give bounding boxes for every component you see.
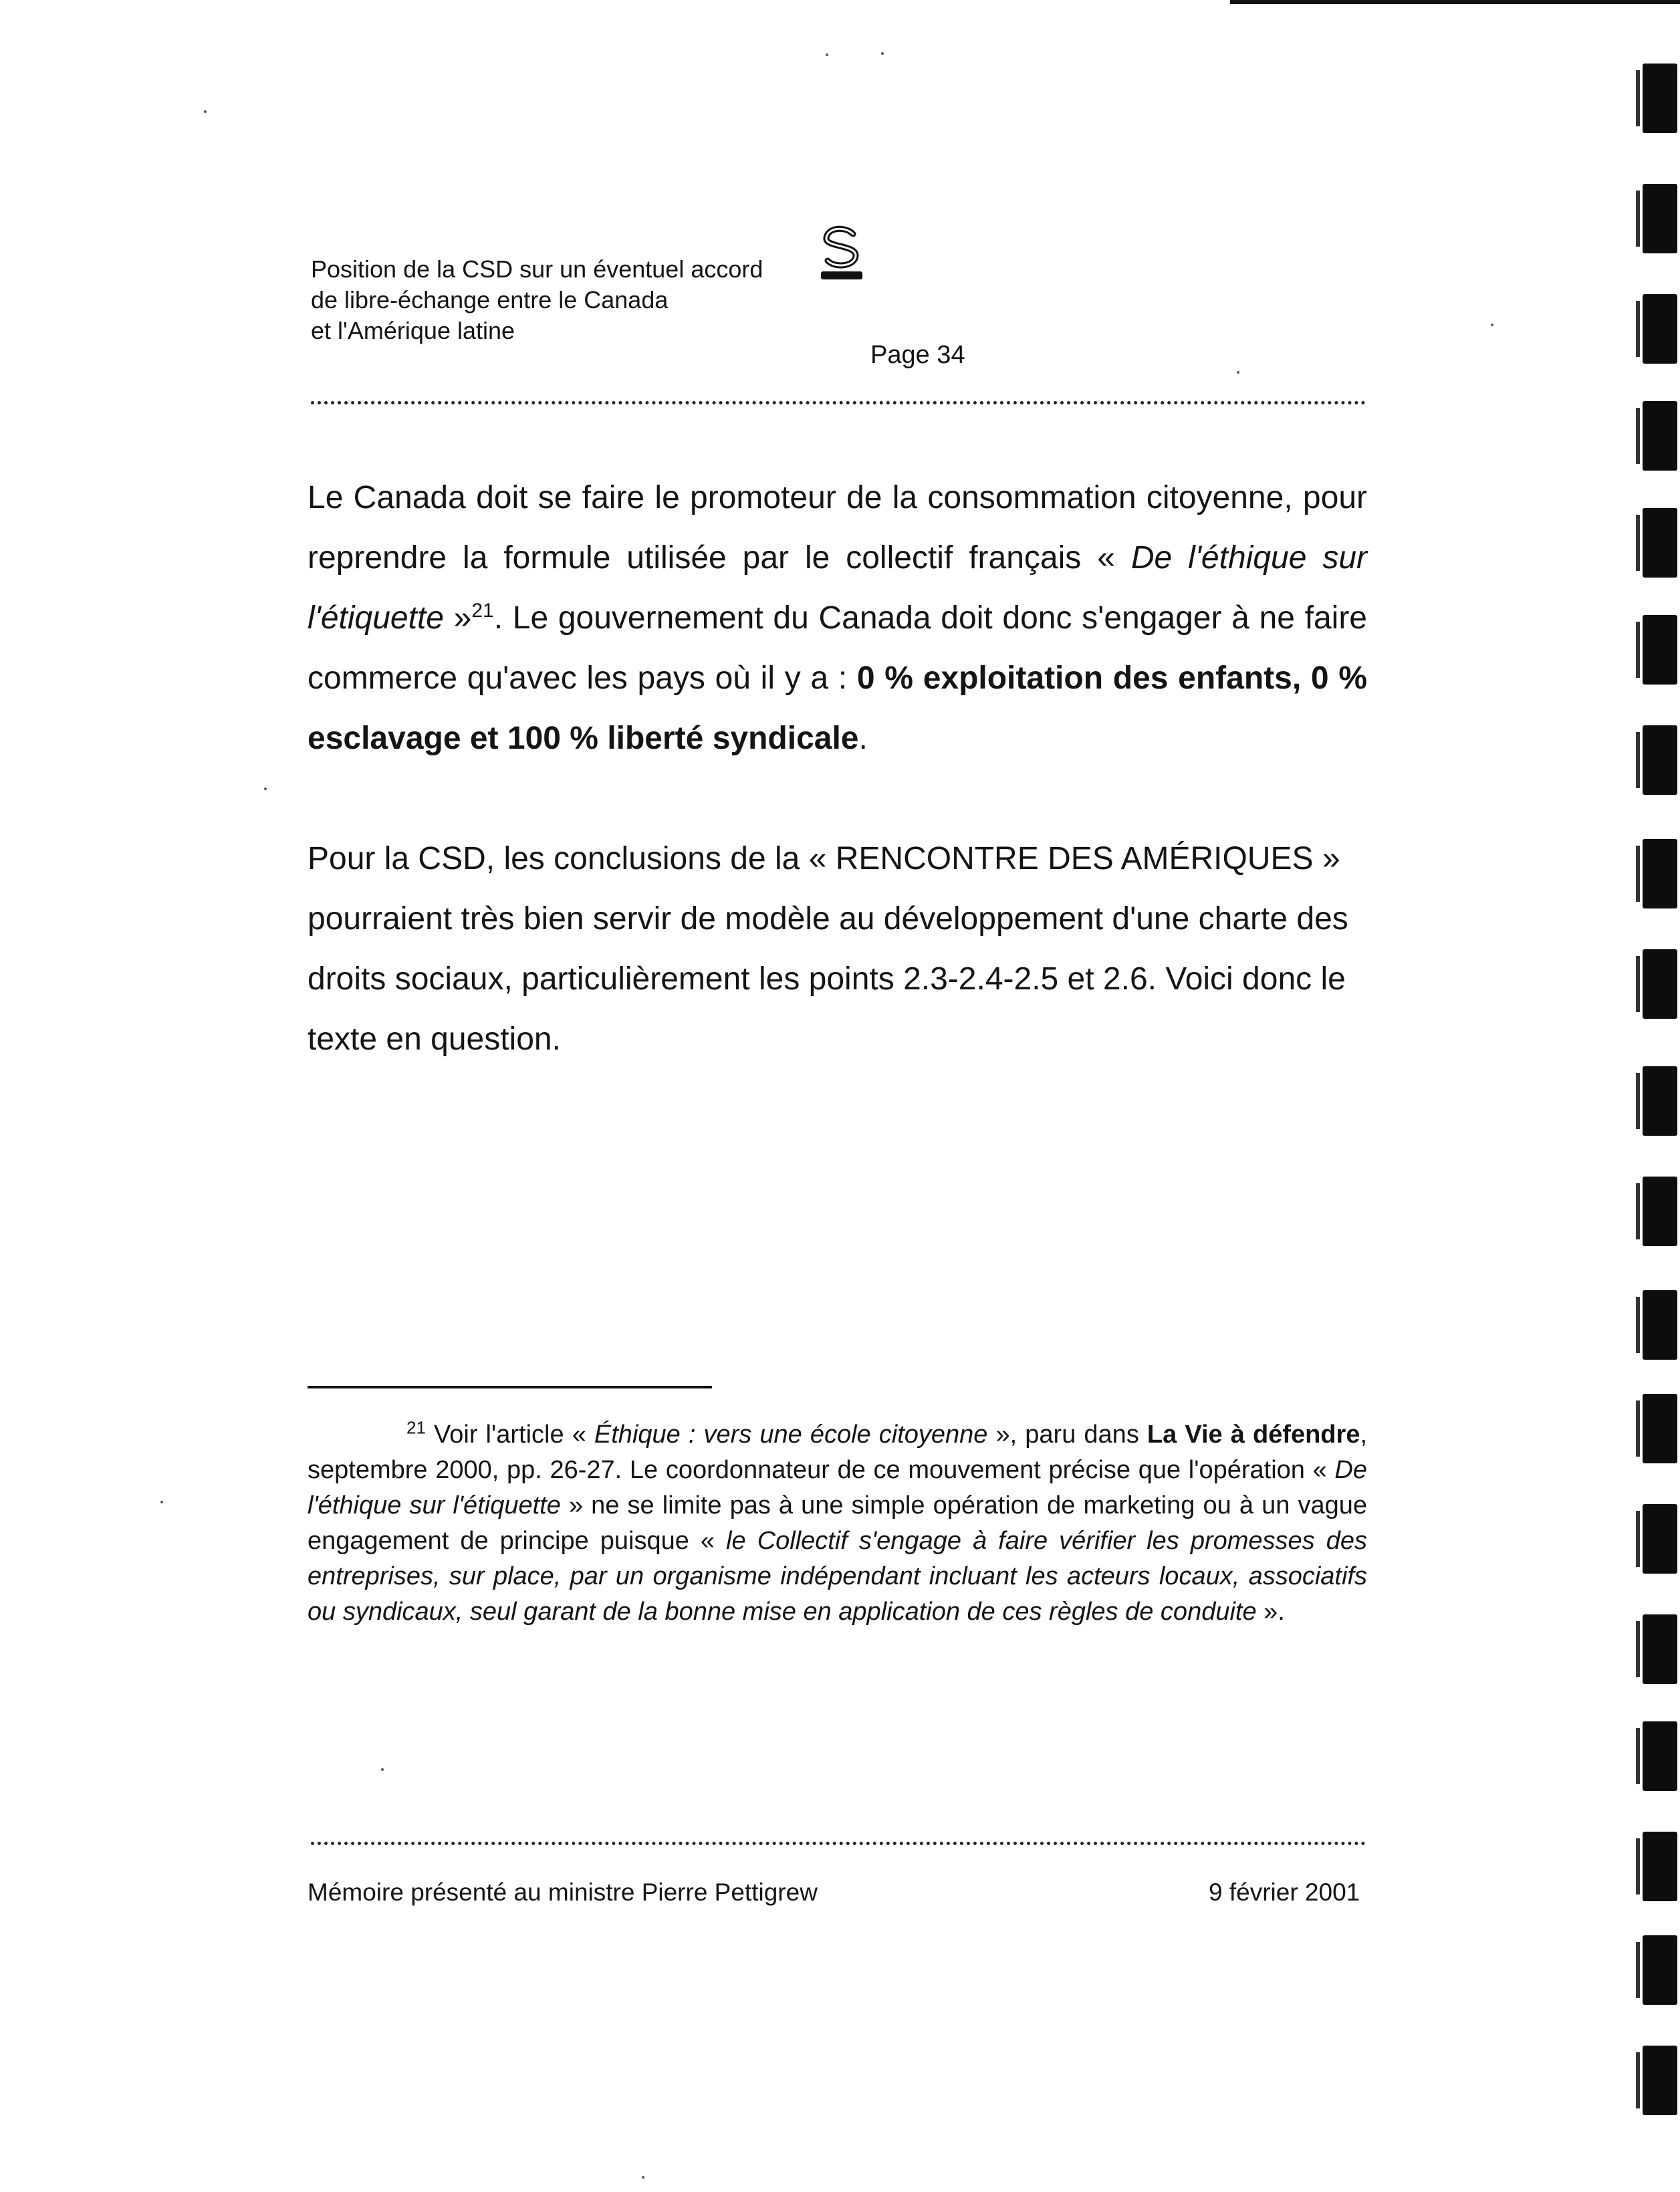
footnote-rule xyxy=(308,1386,712,1388)
paragraph-text: . xyxy=(858,721,868,756)
footer-title: Mémoire présenté au ministre Pierre Pettigrew xyxy=(308,1878,818,1906)
binding-hole xyxy=(1643,2046,1677,2115)
paragraph-text: Le Canada doit se faire le promoteur de la consommation citoyenne, pour reprendre la formule utilisée par le collectif français « xyxy=(308,480,1367,576)
paragraph-italic-text: De l'éthique sur l'étiquette xyxy=(308,540,1368,636)
binding-hole xyxy=(1643,1290,1677,1360)
binding-hole xyxy=(1643,1935,1677,2005)
footnote-text: , septembre 2000, pp. 26-27. Le coordonnateur de ce mouvement précise que l'opération « xyxy=(308,1421,1367,1484)
binding-hole xyxy=(1643,508,1677,578)
footer-dotted-separator xyxy=(311,1842,1366,1845)
binding-hole xyxy=(1643,1394,1677,1463)
footnote-text: », paru dans xyxy=(987,1421,1147,1449)
scan-speck xyxy=(160,1501,163,1503)
binding-hole xyxy=(1643,839,1677,908)
binding-hole xyxy=(1643,1177,1677,1246)
footnote-text: » ne se limite pas à une simple opération de marketing ou à un vague engagement de principe puisque « xyxy=(308,1491,1367,1555)
paragraph-bold-text: 0 % exploitation des enfants, 0 % esclavage et 100 % liberté syndicale xyxy=(308,660,1367,756)
binding-hole xyxy=(1643,64,1677,133)
binding-hole xyxy=(1643,1066,1677,1136)
paragraph-text: » xyxy=(443,600,472,636)
footnote-number: 21 xyxy=(406,1417,426,1438)
scan-speck xyxy=(1237,371,1239,374)
footnote-bold-text: La Vie à défendre xyxy=(1147,1421,1360,1449)
scan-speck xyxy=(204,110,207,113)
header-title-line: et l'Amérique latine xyxy=(311,317,515,344)
header-title-line: de libre-échange entre le Canada xyxy=(311,286,669,314)
binding-hole xyxy=(1643,1614,1677,1684)
footnote-italic-text: le Collectif s'engage à faire vérifier les promesses des entreprises, sur place, par un organisme indépendant incluant les acteurs locaux, associatifs ou syndicaux, seul garant de la bonne mise en application de ces règles de conduite xyxy=(308,1527,1367,1626)
footnote-text: ». xyxy=(1256,1598,1285,1626)
footnote-italic-text: Éthique : vers une école citoyenne xyxy=(594,1421,988,1449)
footnote-text: Voir l'article « xyxy=(425,1421,594,1449)
scan-speck xyxy=(642,2176,644,2179)
scan-speck xyxy=(381,1768,384,1771)
scan-speck xyxy=(264,787,267,790)
body-paragraph xyxy=(308,468,1367,769)
scan-edge-line xyxy=(1230,0,1680,4)
binding-holes xyxy=(1620,64,1680,2169)
binding-hole xyxy=(1643,401,1677,471)
binding-hole xyxy=(1643,184,1677,253)
body-paragraph: Pour la CSD, les conclusions de la « RENCONTRE DES AMÉRIQUES » pourraient très bien servir de modèle au développement d'une charte des droits sociaux, particulièrement les points 2.3-2.4-2.5 et 2.6. Voici donc le texte en question. xyxy=(308,841,1348,1057)
binding-hole xyxy=(1643,1504,1677,1574)
header-dotted-separator xyxy=(311,401,1366,404)
scan-speck xyxy=(1491,324,1493,326)
paragraph-text: . Le gouvernement du Canada doit donc s'engager à ne faire commerce qu'avec les pays où il y a : xyxy=(308,600,1368,696)
binding-hole xyxy=(1643,294,1677,364)
binding-hole xyxy=(1643,1832,1677,1901)
binding-hole xyxy=(1643,949,1677,1019)
footnote-reference[interactable]: 21 xyxy=(471,600,494,622)
binding-hole xyxy=(1643,615,1677,685)
footnote-italic-text: De l'éthique sur l'étiquette xyxy=(308,1456,1367,1519)
footer-date: 9 février 2001 xyxy=(1209,1878,1360,1906)
scan-speck xyxy=(881,52,884,55)
page-number: Page 34 xyxy=(870,341,965,369)
binding-hole xyxy=(1643,1721,1677,1791)
header-title-line: Position de la CSD sur un éventuel accord xyxy=(311,255,763,283)
binding-hole xyxy=(1643,725,1677,795)
footnote xyxy=(308,1417,1367,1630)
scan-speck xyxy=(826,53,828,56)
csd-logo xyxy=(818,225,865,281)
document-header-title xyxy=(311,254,819,346)
